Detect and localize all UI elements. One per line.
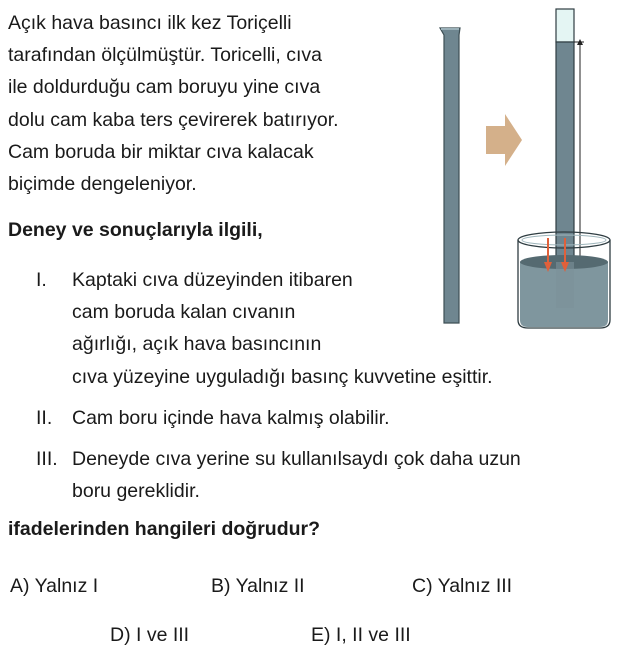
option-text: Yalnız I (34, 575, 99, 597)
option-letter: C) (412, 575, 433, 597)
option-letter: E) (311, 624, 331, 646)
intro-line: biçimde dengeleniyor. (8, 173, 197, 196)
statement-number: I. (36, 269, 47, 291)
transition-arrow-icon (486, 114, 522, 166)
option-text: Yalnız II (235, 575, 305, 597)
intro-line: Cam boruda bir miktar cıva kalacak (8, 140, 314, 163)
option-letter: A) (10, 575, 30, 597)
statement-line: cıva yüzeyine uyguladığı basınç kuvvetine eşittir. (72, 365, 493, 388)
statement-number: II. (36, 407, 53, 429)
intro-line: dolu cam kaba ters çevirerek batırıyor. (8, 108, 339, 131)
option-text: I, II ve III (335, 624, 411, 646)
filled-tube (440, 28, 460, 323)
option-letter: D) (110, 624, 131, 646)
statement-line: boru gereklidir. (72, 480, 200, 503)
statement-number: III. (36, 448, 58, 470)
statement-line: cam boruda kalan cıvanın (72, 301, 296, 324)
height-indicator (574, 42, 584, 262)
intro-line: Açık hava basıncı ilk kez Toriçelli (8, 12, 292, 34)
intro-line: tarafından ölçülmüştür. Toricelli, cıva (8, 44, 322, 67)
option-text: Yalnız III (437, 575, 513, 597)
option-text: I ve III (136, 624, 190, 646)
statement-line: Deneyde cıva yerine su kullanılsaydı çok daha uzun (72, 448, 521, 470)
question-prompt: ifadelerinden hangileri doğrudur? (8, 518, 321, 540)
statement-line: Cam boru içinde hava kalmış olabilir. (72, 407, 390, 429)
statement-line: Kaptaki cıva düzeyinden itibaren (72, 269, 353, 291)
option-letter: B) (211, 575, 231, 597)
statement-line: ağırlığı, açık hava basıncının (72, 333, 322, 356)
question-stem: Deney ve sonuçlarıyla ilgili, (8, 219, 263, 241)
intro-line: ile doldurduğu cam boruyu yine cıva (8, 76, 321, 99)
